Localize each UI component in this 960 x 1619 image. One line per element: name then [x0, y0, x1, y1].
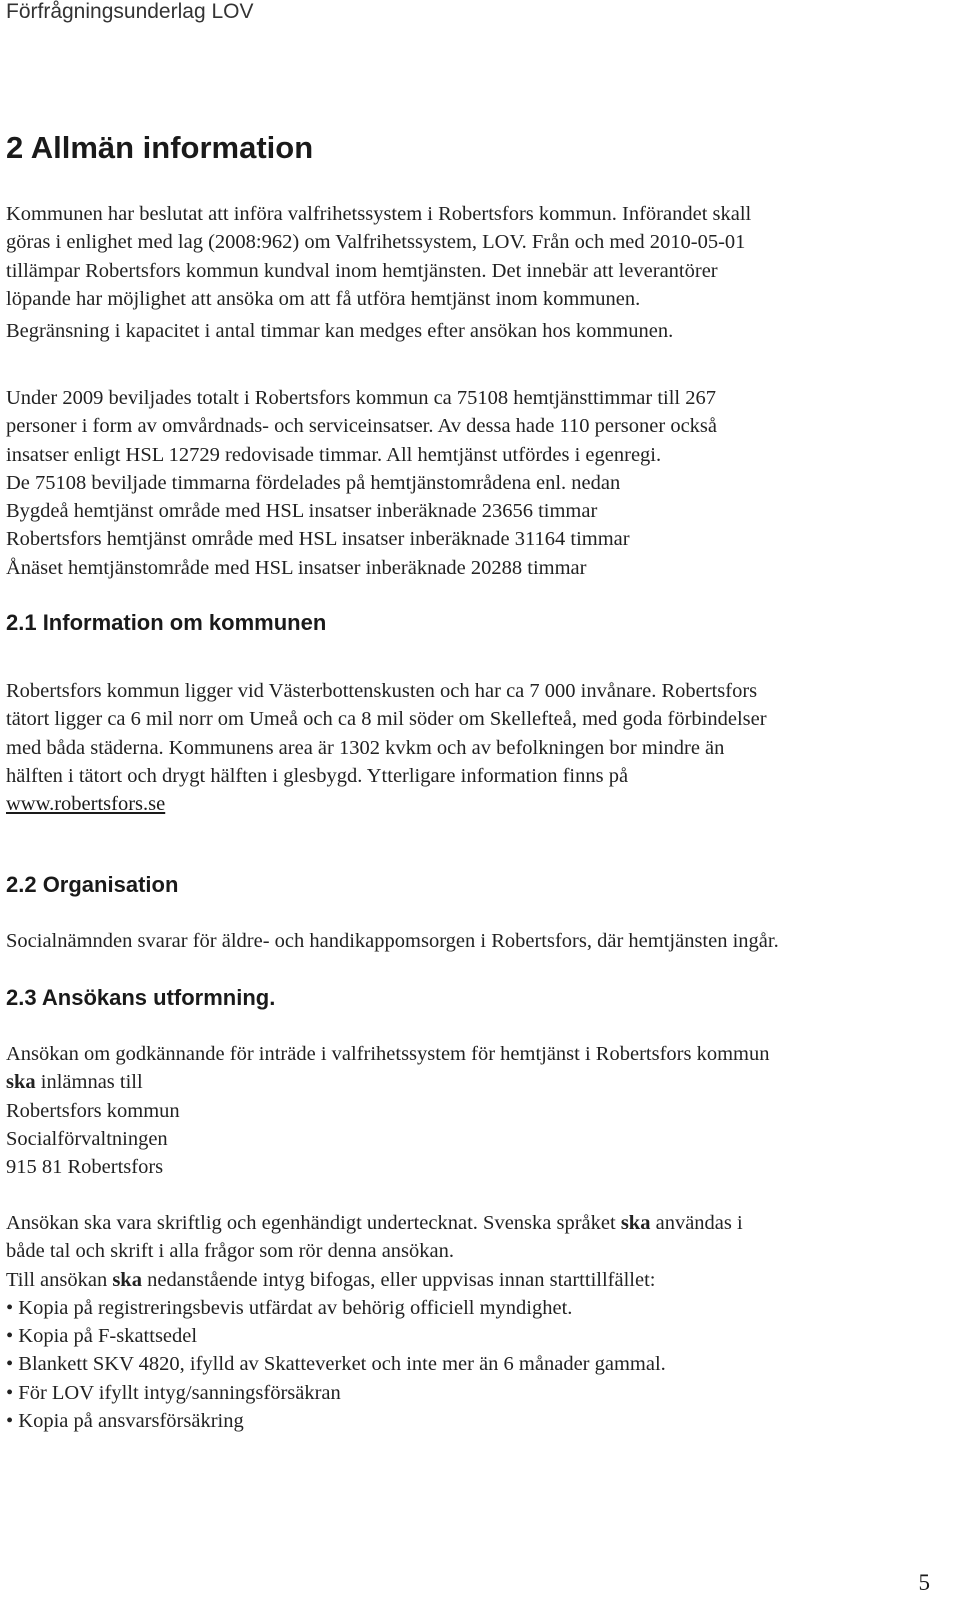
text-line: löpande har möjlighet att ansöka om att få utföra hemtjänst inom kommunen. — [6, 287, 641, 310]
bullet-item: • För LOV ifyllt intyg/sanningsförsäkran — [6, 1381, 341, 1404]
text-line: Under 2009 beviljades totalt i Robertsfors kommun ca 75108 hemtjänsttimmar till 267 — [6, 387, 716, 409]
bullet-item: • Kopia på F-skattsedel — [6, 1325, 198, 1348]
bullet-item: • Kopia på ansvarsförsäkring — [6, 1410, 244, 1433]
subsection-title-2-3: 2.3 Ansökans utformning. — [6, 985, 276, 1010]
intro-paragraph — [6, 200, 951, 345]
document-header: Förfrågningsunderlag LOV — [6, 0, 254, 23]
requirements-paragraph — [6, 1209, 951, 1435]
text-line: Bygdeå hemtjänst område med HSL insatser inberäknade 23656 timmar — [6, 500, 598, 523]
text-line: göras i enlighet med lag (2008:962) om Valfrihetssystem, LOV. Från och med 2010-05-01 — [6, 231, 746, 254]
text-line: ska inlämnas till — [6, 1071, 143, 1094]
text-line: både tal och skrift i alla frågor som rör denna ansökan. — [6, 1240, 454, 1263]
emphasis-ska: ska — [620, 1212, 651, 1234]
text-line: Ansökan ska vara skriftlig och egenhändigt undertecknat. Svenska språket ska användas i — [6, 1212, 743, 1234]
text-line: Ånäset hemtjänstområde med HSL insatser inberäknade 20288 timmar — [6, 556, 587, 579]
text-line: hälften i tätort och drygt hälften i glesbygd. Ytterligare information finns på — [6, 764, 629, 787]
section-title: 2 Allmän information — [6, 130, 314, 165]
text-line: med båda städerna. Kommunens area är 1302 kvkm och av befolkningen bor mindre än — [6, 736, 725, 759]
address-line: Robertsfors kommun — [6, 1099, 180, 1122]
text-line: Robertsfors kommun ligger vid Västerbottenskusten och har ca 7 000 invånare. Robertsfors — [6, 680, 758, 702]
stats-paragraph — [6, 384, 951, 582]
emphasis-ska: ska — [6, 1071, 36, 1094]
text-line: tillämpar Robertsfors kommun kundval inom hemtjänsten. Det innebär att leverantörer — [6, 259, 718, 282]
subsection-title-2-1: 2.1 Information om kommunen — [6, 610, 327, 635]
bullet-item: • Blankett SKV 4820, ifylld av Skatteverket och inte mer än 6 månader gammal. — [6, 1353, 666, 1376]
text-line: Till ansökan ska nedanstående intyg bifogas, eller uppvisas innan starttillfället: — [6, 1268, 656, 1291]
text-line: Robertsfors hemtjänst område med HSL insatser inberäknade 31164 timmar — [6, 528, 630, 551]
text-line: tätort ligger ca 6 mil norr om Umeå och ca 8 mil söder om Skellefteå, med goda förbindelser — [6, 708, 767, 731]
text-line: Begränsning i kapacitet i antal timmar kan medges efter ansökan hos kommunen. — [6, 320, 674, 343]
application-paragraph — [6, 1040, 951, 1181]
text-line: personer i form av omvårdnads- och serviceinsatser. Av dessa hade 110 personer också — [6, 415, 718, 438]
text-line: Ansökan om godkännande för inträde i valfrihetssystem för hemtjänst i Robertsfors kommun — [6, 1043, 770, 1065]
text-line: insatser enligt HSL 12729 redovisade timmar. All hemtjänst utfördes i egenregi. — [6, 443, 662, 466]
page-number: 5 — [918, 1570, 930, 1595]
text-line: Kommunen har beslutat att införa valfrihetssystem i Robertsfors kommun. Införandet skall — [6, 203, 752, 225]
bullet-item: • Kopia på registreringsbevis utfärdat av behörig officiell myndighet. — [6, 1296, 573, 1319]
address-line: Socialförvaltningen — [6, 1127, 168, 1150]
website-link[interactable]: www.robertsfors.se — [6, 793, 166, 816]
address-line: 915 81 Robertsfors — [6, 1156, 164, 1179]
text-line: De 75108 beviljade timmarna fördelades på hemtjänstområdena enl. nedan — [6, 471, 621, 494]
emphasis-ska: ska — [112, 1268, 142, 1291]
organisation-paragraph — [6, 927, 951, 955]
subsection-title-2-2: 2.2 Organisation — [6, 872, 179, 897]
municipality-paragraph — [6, 677, 951, 818]
text-line: Socialnämnden svarar för äldre- och handikappomsorgen i Robertsfors, där hemtjänsten ingår. — [6, 930, 779, 952]
